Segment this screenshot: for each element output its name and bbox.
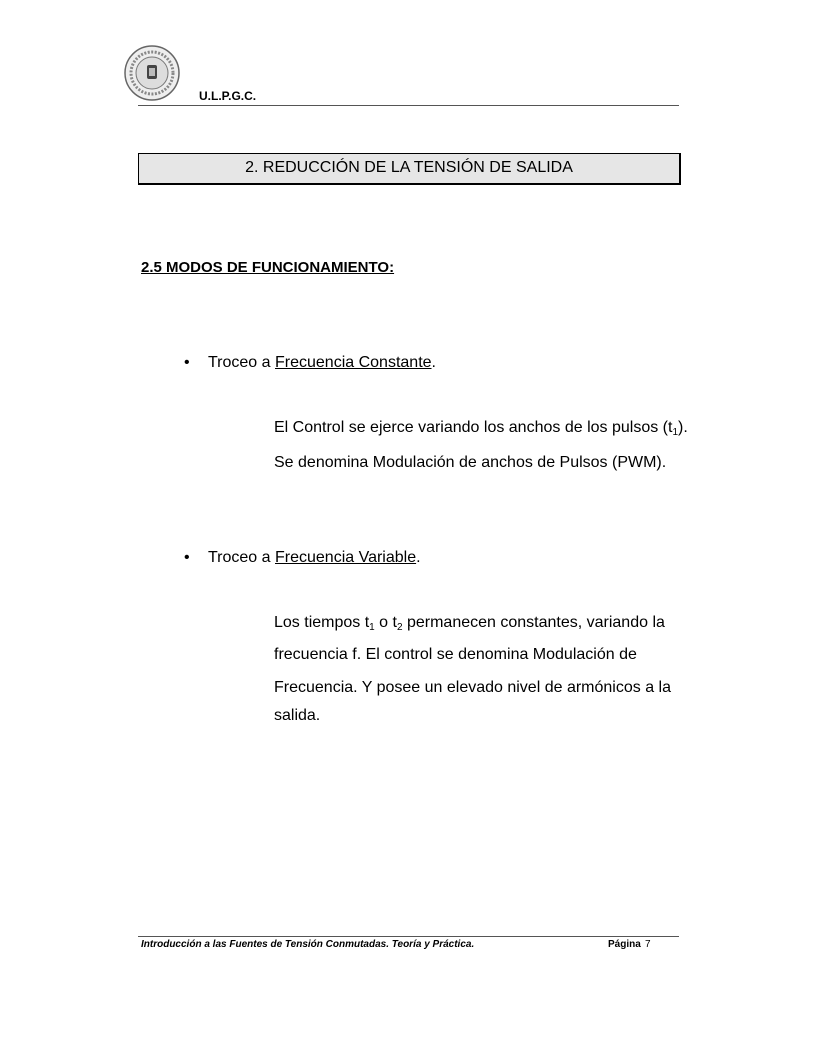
item-prefix: Troceo a	[208, 549, 275, 566]
university-seal-logo	[124, 45, 180, 101]
header-rule	[138, 105, 679, 106]
list-item	[208, 549, 421, 567]
paragraph-line	[274, 419, 688, 438]
footer-title: Introducción a las Fuentes de Tensión Conmutadas. Teoría y Práctica.	[141, 939, 475, 950]
paragraph-line: frecuencia f. El control se denomina Modulación de	[274, 646, 637, 663]
item-underlined-term: Frecuencia Variable	[275, 549, 417, 566]
item-prefix: Troceo a	[208, 354, 275, 371]
organization-name: U.L.P.G.C.	[199, 89, 257, 103]
subscript: 1	[672, 427, 678, 438]
text: Los tiempos t	[274, 614, 370, 631]
list-item	[208, 354, 436, 372]
section-heading: 2.5 MODOS DE FUNCIONAMIENTO:	[141, 259, 395, 276]
paragraph-line: Se denomina Modulación de anchos de Pulsos (PWM).	[274, 454, 667, 471]
chapter-title-box	[138, 153, 681, 185]
paragraph-line: salida.	[274, 707, 321, 724]
footer-page-label: Página	[608, 939, 641, 950]
footer-rule	[138, 936, 679, 937]
paragraph-line: Frecuencia. Y posee un elevado nivel de armónicos a la	[274, 679, 671, 696]
bullet: •	[184, 549, 190, 566]
subscript: 1	[369, 622, 375, 633]
text: ).	[678, 419, 688, 436]
bullet: •	[184, 354, 190, 371]
item-underlined-term: Frecuencia Constante	[275, 354, 432, 371]
text: o t	[374, 614, 397, 631]
text: El Control se ejerce variando los anchos de los pulsos (t	[274, 419, 673, 436]
subscript: 2	[396, 622, 403, 633]
footer-page-number: 7	[645, 939, 651, 950]
item-suffix: .	[431, 354, 436, 371]
paragraph-line	[274, 614, 665, 633]
chapter-title: 2. REDUCCIÓN DE LA TENSIÓN DE SALIDA	[245, 159, 573, 176]
item-suffix: .	[416, 549, 421, 566]
text: permanecen constantes, variando la	[402, 614, 665, 631]
